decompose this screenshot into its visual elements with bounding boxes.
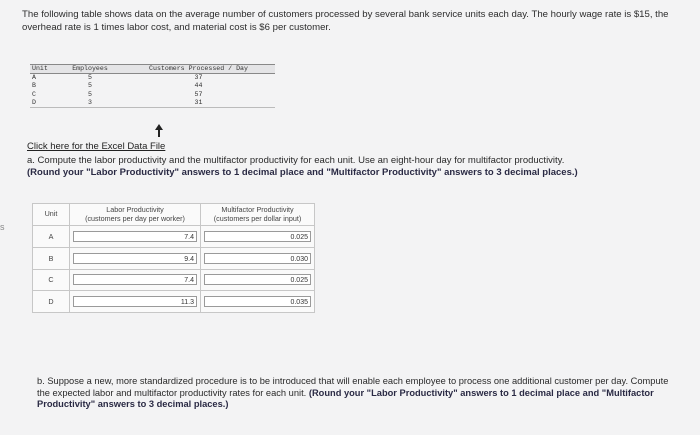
multifactor-productivity-input[interactable]: 0.030	[204, 253, 311, 264]
data-cell-employees: 3	[88, 98, 92, 106]
multifactor-productivity-input[interactable]: 0.025	[204, 231, 311, 242]
answer-row	[33, 247, 315, 269]
answer-row	[33, 269, 315, 291]
question-b-text: b. Suppose a new, more standardized procedure is to be introduced that will enable each employee to process one additional customer per day. Compute the expected labor and multifactor productivity rates for each unit.	[37, 376, 669, 398]
data-row	[30, 99, 275, 108]
data-row	[30, 74, 275, 83]
problem-intro: The following table shows data on the average number of customers processed by several bank service units each day. The hourly wage rate is $15, the overhead rate is 1 times labor cost, and material cost is $6 per customer.	[22, 9, 669, 33]
data-table-header	[30, 65, 275, 74]
excel-data-link[interactable]: Click here for the Excel Data File	[27, 141, 166, 152]
labor-productivity-cell	[70, 247, 201, 269]
labor-productivity-title: Labor Productivity	[106, 205, 164, 214]
data-row	[30, 91, 275, 99]
side-mark: s	[0, 222, 5, 232]
question-b-rounding-note: (Round your "Labor Productivity" answers to 1 decimal place and "Multifactor Productivity" answers to 3 decimal places.)	[37, 387, 654, 409]
question-a-text: a. Compute the labor productivity and the multifactor productivity for each unit. Use an eight-hour day for multifactor productivity.	[27, 155, 565, 166]
data-row	[30, 82, 275, 90]
data-col-employees: Employees	[72, 65, 108, 72]
data-cell-employees: 5	[88, 82, 92, 90]
labor-productivity-cell	[70, 269, 201, 291]
data-cell-customers: 37	[194, 74, 203, 81]
data-cell-customers: 31	[194, 98, 203, 106]
data-cell-unit: A	[32, 74, 36, 81]
question-a	[27, 155, 677, 179]
labor-productivity-cell	[70, 291, 201, 313]
multifactor-productivity-cell	[201, 291, 315, 313]
data-col-customers: Customers Processed / Day	[149, 65, 248, 72]
answer-unit: D	[33, 291, 70, 313]
data-cell-unit: C	[32, 90, 36, 98]
data-cell-employees: 5	[88, 74, 92, 81]
mouse-cursor-icon	[154, 124, 164, 137]
answer-table-header	[33, 204, 315, 226]
answer-col-labor-productivity	[70, 204, 201, 226]
multifactor-productivity-unit: (customers per dollar input)	[213, 213, 302, 223]
data-cell-customers: 44	[194, 82, 203, 90]
answer-col-multifactor-productivity	[201, 204, 315, 226]
data-cell-customers: 57	[194, 90, 203, 98]
multifactor-productivity-cell	[201, 247, 315, 269]
question-b	[37, 376, 677, 411]
multifactor-productivity-input[interactable]: 0.025	[204, 274, 311, 285]
answer-row	[33, 226, 315, 248]
multifactor-productivity-title: Multifactor Productivity	[221, 205, 294, 214]
multifactor-productivity-input[interactable]: 0.035	[204, 296, 311, 307]
answer-row	[33, 291, 315, 313]
data-table	[30, 64, 275, 108]
labor-productivity-cell	[70, 226, 201, 248]
answer-unit: B	[33, 247, 70, 269]
multifactor-productivity-cell	[201, 226, 315, 248]
labor-productivity-input[interactable]: 7.4	[73, 274, 197, 285]
question-a-rounding-note: (Round your "Labor Productivity" answers to 1 decimal place and "Multifactor Productivity" answers to 3 decimal places.)	[27, 166, 578, 178]
data-col-unit: Unit	[32, 65, 48, 72]
data-cell-unit: B	[32, 82, 36, 90]
data-cell-unit: D	[32, 98, 36, 106]
answer-unit: C	[33, 269, 70, 291]
labor-productivity-input[interactable]: 9.4	[73, 253, 197, 264]
answer-table	[32, 203, 315, 313]
answer-col-unit: Unit	[33, 204, 70, 226]
data-cell-employees: 5	[88, 90, 92, 98]
labor-productivity-unit: (customers per day per worker)	[85, 213, 185, 223]
multifactor-productivity-cell	[201, 269, 315, 291]
answer-unit: A	[33, 226, 70, 248]
labor-productivity-input[interactable]: 7.4	[73, 231, 197, 242]
labor-productivity-input[interactable]: 11.3	[73, 296, 197, 307]
